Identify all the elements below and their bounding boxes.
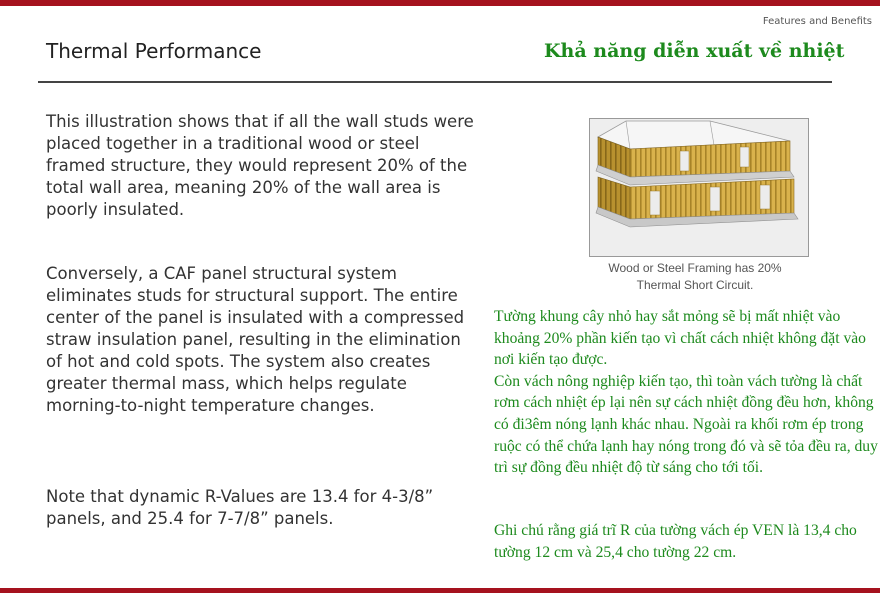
bottom-accent-bar [0, 588, 880, 593]
english-paragraph-3: Note that dynamic R-Values are 13.4 for 4-3/8” panels, and 25.4 for 7-7/8” panels. [46, 487, 434, 528]
vietnamese-paragraph-2: Ghi chú rằng giá trĩ R của tường vách ép VEN là 13,4 cho tường 12 cm và 25,4 cho tường 22 cm. [494, 522, 857, 561]
english-paragraph-2: Conversely, a CAF panel structural system eliminates studs for structural support. The entire center of the panel is insulated with a compressed straw insulation panel, resulting in the elimination of hot and cold spots. The system also creates greater thermal mass, which helps regulate morning-to-night temperature changes. [46, 264, 465, 415]
figure-caption [580, 260, 810, 294]
page-title-english: Thermal Performance [46, 39, 262, 63]
section-label: Features and Benefits [762, 16, 872, 27]
figure-caption-line-1: Wood or Steel Framing has 20% [608, 261, 782, 275]
english-paragraph-1: This illustration shows that if all the wall studs were placed together in a traditional wood or steel framed structure, they would represent 20% of the total wall area, meaning 20% of the wall area is poorly insulated. [46, 112, 474, 219]
figure-caption-line-2: Thermal Short Circuit. [636, 278, 754, 292]
top-accent-bar [0, 0, 880, 6]
wall-framing-illustration [589, 118, 809, 257]
vietnamese-paragraph-1: Tường khung cây nhỏ hay sắt mỏng sẽ bị mất nhiệt vào khoảng 20% phần kiến tạo vì chất cách nhiệt không đặt vào nơi kiến tạo được. Còn vách nông nghiệp kiến tạo, thì toàn vách tường là chất rơm cách nhiệt ép lại nên sự cách nhiệt đồng đều hơn, không có đi3êm nóng lạnh khác nhau. Ngoài ra khối rơm ép trong ruộc có thể chứa lạnh hay nóng trong đó và sẽ tỏa đều ra, duy trì sự đồng đều nhiệt độ từ sáng cho tới tối. [494, 308, 878, 477]
page-title-vietnamese: Khả năng diễn xuất về nhiệt [544, 40, 845, 62]
title-divider [38, 81, 832, 83]
building-frame-drawing [590, 119, 808, 256]
